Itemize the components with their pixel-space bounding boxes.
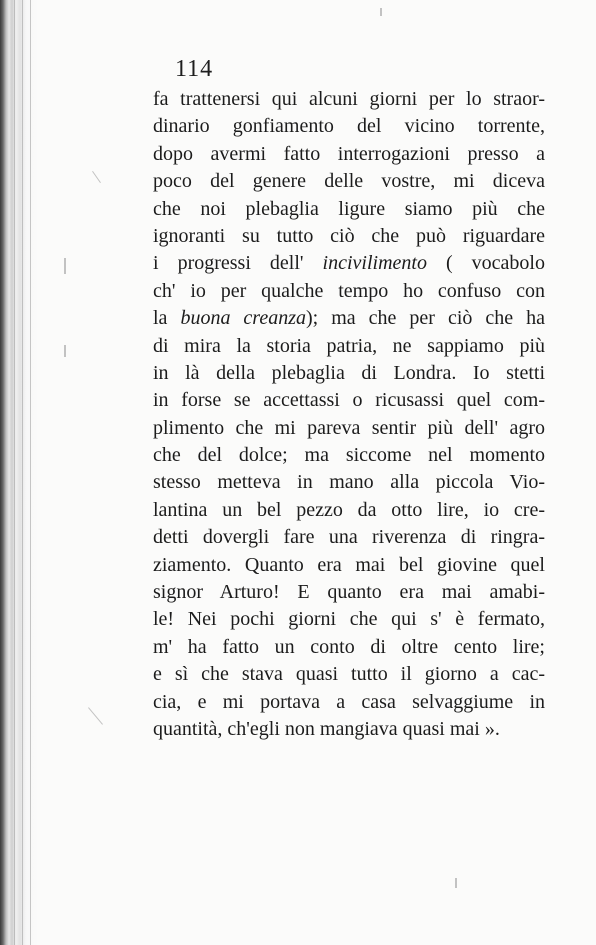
line-text: di mira la storia patria, ne sappiamo più xyxy=(153,334,545,357)
line-text: plimento che mi pareva sentir più dell' agro xyxy=(153,416,545,439)
line-text: poco del genere delle vostre, mi diceva xyxy=(153,170,545,193)
line-text: dopo avermi fatto interrogazioni presso a xyxy=(153,142,545,165)
line-text: e sì che stava quasi tutto il giorno a cac- xyxy=(153,663,545,686)
text-line xyxy=(153,552,545,579)
text-line xyxy=(153,278,545,305)
text-line xyxy=(153,415,545,442)
text-line xyxy=(153,579,545,606)
line-text: che noi plebaglia ligure siamo più che xyxy=(153,197,545,220)
text-line xyxy=(153,360,545,387)
line-text: stesso metteva in mano alla piccola Vio- xyxy=(153,471,545,494)
line-text: quantità, ch'egli non mangiava quasi mai ». xyxy=(153,717,500,740)
text-line xyxy=(153,168,545,195)
ink-speck xyxy=(88,707,103,724)
text-line xyxy=(153,469,545,496)
text-line xyxy=(153,333,545,360)
text-line xyxy=(153,223,545,250)
line-text: cia, e mi portava a casa selvaggiume in xyxy=(153,690,545,713)
text-line xyxy=(153,634,545,661)
text-line xyxy=(153,305,545,332)
text-line xyxy=(153,387,545,414)
text-line xyxy=(153,716,545,743)
text-line xyxy=(153,606,545,633)
line-text: ziamento. Quanto era mai bel giovine quel xyxy=(153,553,545,576)
text-line xyxy=(153,661,545,688)
line-text-continued: ); ma che per ciò che ha xyxy=(306,307,545,330)
line-text: detti dovergli fare una riverenza di ringra- xyxy=(153,526,545,549)
line-text: i progressi dell' xyxy=(153,252,323,275)
line-text: lantina un bel pezzo da otto lire, io cre- xyxy=(153,498,545,521)
line-text: che del dolce; ma siccome nel momento xyxy=(153,444,545,467)
ink-speck xyxy=(64,345,66,357)
line-text: le! Nei pochi giorni che qui s' è fermato, xyxy=(153,608,545,631)
ink-speck xyxy=(92,171,101,183)
line-text: dinario gonfiamento del vicino torrente, xyxy=(153,115,545,138)
italic-term: buona creanza xyxy=(180,307,307,330)
page-number: 114 xyxy=(175,56,214,82)
line-text: in forse se accettassi o ricusassi quel com- xyxy=(153,389,545,412)
body-text xyxy=(153,86,545,743)
ink-speck xyxy=(64,258,66,274)
line-text: ch' io per qualche tempo ho confuso con xyxy=(153,279,545,302)
line-text: ignoranti su tutto ciò che può riguardare xyxy=(153,224,545,247)
line-text: m' ha fatto un conto di oltre cento lire; xyxy=(153,635,545,658)
text-line xyxy=(153,497,545,524)
text-line xyxy=(153,524,545,551)
text-line xyxy=(153,113,545,140)
line-text: signor Arturo! E quanto era mai amabi- xyxy=(153,581,545,604)
line-text-continued: ( vocabolo xyxy=(426,252,545,275)
text-line xyxy=(153,196,545,223)
ink-speck xyxy=(455,878,457,888)
text-line xyxy=(153,442,545,469)
binding-gutter xyxy=(0,0,38,945)
gutter-line xyxy=(22,0,23,945)
text-line xyxy=(153,141,545,168)
gutter-line xyxy=(14,0,15,945)
line-text: fa trattenersi qui alcuni giorni per lo straor- xyxy=(153,88,545,110)
text-line xyxy=(153,250,545,277)
text-line xyxy=(153,86,545,113)
gutter-line xyxy=(30,0,31,945)
text-line xyxy=(153,689,545,716)
line-text: in là della plebaglia di Londra. Io stetti xyxy=(153,361,545,384)
ink-speck xyxy=(380,8,382,16)
line-text: la xyxy=(153,307,181,330)
italic-term: incivilimento xyxy=(322,252,427,275)
